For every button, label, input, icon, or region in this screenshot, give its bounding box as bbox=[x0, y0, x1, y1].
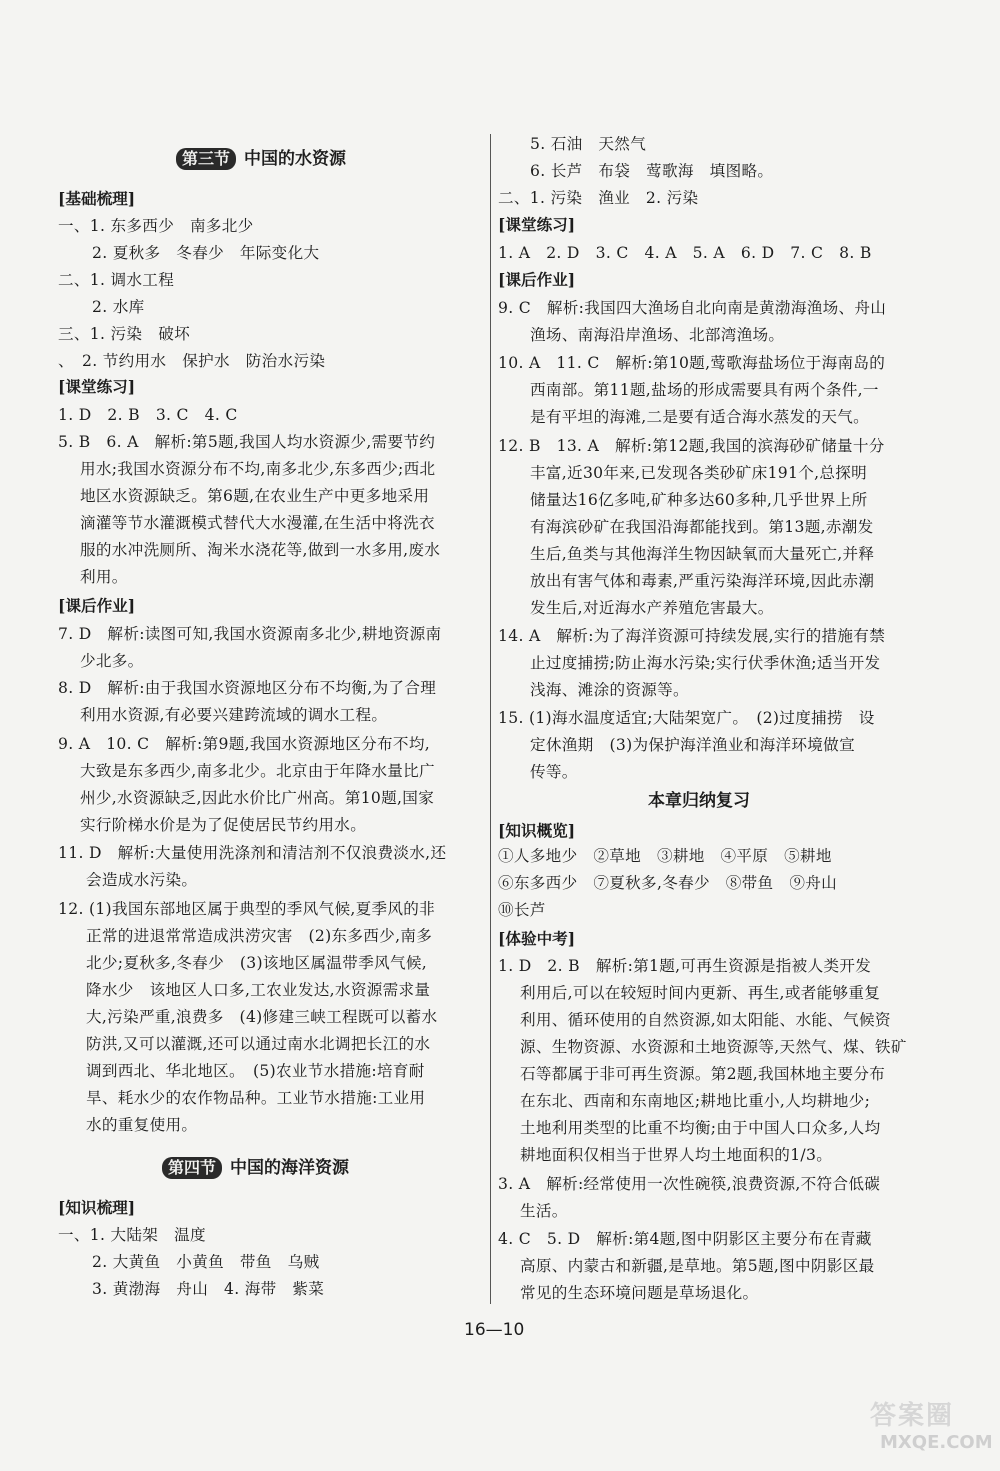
after-line: 10. A 11. C 解析:第10题,莺歌海盐场位于海南岛的 bbox=[498, 354, 886, 372]
section-title-4 bbox=[162, 1155, 349, 1181]
after-line: 传等。 bbox=[530, 763, 578, 781]
after-line: 生后,鱼类与其他海洋生物因缺氧而大量死亡,并释 bbox=[530, 545, 875, 563]
basic-line: 三、1. 污染 破坏 bbox=[58, 325, 190, 343]
after-line: 浅海、滩涂的资源等。 bbox=[530, 681, 689, 699]
exam-line: 4. C 5. D 解析:第4题,图中阴影区主要分布在青藏 bbox=[498, 1230, 872, 1248]
top-line: 二、1. 污染 渔业 2. 污染 bbox=[498, 189, 699, 207]
after-line: 止过度捕捞;防止海水污染;实行伏季休渔;适当开发 bbox=[530, 654, 881, 672]
basic-line: 2. 水库 bbox=[92, 298, 145, 316]
after-line: 利用水资源,有必要兴建跨流域的调水工程。 bbox=[80, 706, 388, 724]
tag-knowledge: [知识梳理] bbox=[58, 1198, 136, 1217]
section-badge: 第四节 bbox=[162, 1157, 222, 1179]
basic-line: 、 2. 节约用水 保护水 防治水污染 bbox=[58, 352, 326, 370]
after-line: 丰富,近30年来,已发现各类砂矿床191个,总探明 bbox=[530, 464, 868, 482]
after-line: 有海滨砂矿在我国沿海都能找到。第13题,赤潮发 bbox=[530, 518, 874, 536]
exam-line: 常见的生态环境问题是草场退化。 bbox=[520, 1284, 759, 1302]
top-line: 6. 长芦 布袋 莺歌海 填图略。 bbox=[530, 162, 774, 180]
section-title-text: 中国的水资源 bbox=[244, 149, 347, 169]
exam-line: 1. D 2. B 解析:第1题,可再生资源是指被人类开发 bbox=[498, 957, 872, 975]
tag-class: [课堂练习] bbox=[58, 377, 136, 396]
exam-line: 在东北、西南和东南地区;耕地比重小,人均耕地少; bbox=[520, 1092, 871, 1110]
after-line: 西南部。第11题,盐场的形成需要具有两个条件,一 bbox=[530, 381, 879, 399]
class-line: 利用。 bbox=[80, 568, 128, 586]
after-line: 15. (1)海水温度适宜;大陆架宽广。 (2)过度捕捞 设 bbox=[498, 709, 875, 727]
exam-line: 利用后,可以在较短时间内更新、再生,或者能够重复 bbox=[520, 984, 881, 1002]
after-line: 大致是东多西少,南多北少。北京由于年降水量比广 bbox=[80, 762, 435, 780]
after-line: 放出有害气体和毒素,严重污染海洋环境,因此赤潮 bbox=[530, 572, 875, 590]
after-line: 降水少 该地区人口多,工农业发达,水资源需求量 bbox=[86, 981, 431, 999]
watermark-url: MXQE.COM bbox=[880, 1432, 993, 1453]
after-line: 会造成水污染。 bbox=[86, 871, 198, 889]
knowledge-line: 3. 黄渤海 舟山 4. 海带 紫菜 bbox=[92, 1280, 325, 1298]
class-line: 地区水资源缺乏。第6题,在农业生产中更多地采用 bbox=[80, 487, 430, 505]
after-line: 实行阶梯水价是为了促使居民节约用水。 bbox=[80, 816, 367, 834]
after-line: 大,污染严重,浪费多 (4)修建三峡工程既可以蓄水 bbox=[86, 1008, 438, 1026]
exam-line: 生活。 bbox=[520, 1202, 568, 1220]
overview-line: ①人多地少 ②草地 ③耕地 ④平原 ⑤耕地 bbox=[498, 847, 832, 865]
after-line: 7. D 解析:读图可知,我国水资源南多北少,耕地资源南 bbox=[58, 625, 442, 643]
exam-line: 耕地面积仅相当于世界人均土地面积的1/3。 bbox=[520, 1146, 833, 1164]
after-line: 北少;夏秋多,冬春少 (3)该地区属温带季风气候, bbox=[86, 954, 428, 972]
after-line: 9. C 解析:我国四大渔场自北向南是黄渤海渔场、舟山 bbox=[498, 299, 887, 317]
after-line: 是有平坦的海滩,二是要有适合海水蒸发的天气。 bbox=[530, 408, 870, 426]
exam-line: 土地利用类型的比重不均衡;由于中国人口众多,人均 bbox=[520, 1119, 881, 1137]
knowledge-line: 2. 大黄鱼 小黄鱼 带鱼 乌贼 bbox=[92, 1253, 320, 1271]
exam-line: 利用、循环使用的自然资源,如太阳能、水能、气候资 bbox=[520, 1011, 891, 1029]
after-line: 11. D 解析:大量使用洗涤剂和清洁剂不仅浪费淡水,还 bbox=[58, 844, 447, 862]
exam-line: 源、生物资源、水资源和土地资源等,天然气、煤、铁矿 bbox=[520, 1038, 907, 1056]
after-line: 8. D 解析:由于我国水资源地区分布不均衡,为了合理 bbox=[58, 679, 437, 697]
class-line: 滴灌等节水灌溉模式替代大水漫灌,在生活中将洗衣 bbox=[80, 514, 435, 532]
tag-after: [课后作业] bbox=[498, 270, 576, 289]
tag-class: [课堂练习] bbox=[498, 215, 576, 234]
section-title-3 bbox=[176, 146, 346, 172]
section-badge: 第三节 bbox=[176, 148, 236, 170]
review-title: 本章归纳复习 bbox=[648, 791, 750, 811]
after-line: 防洪,又可以灌溉,还可以通过南水北调把长江的水 bbox=[86, 1035, 431, 1053]
column-divider bbox=[490, 134, 491, 1304]
basic-line: 二、1. 调水工程 bbox=[58, 271, 175, 289]
class-line: 1. D 2. B 3. C 4. C bbox=[58, 406, 238, 424]
after-line: 发生后,对近海水产养殖危害最大。 bbox=[530, 599, 774, 617]
tag-after: [课后作业] bbox=[58, 596, 136, 615]
class-line: 5. B 6. A 解析:第5题,我国人均水资源少,需要节约 bbox=[58, 433, 436, 451]
after-line: 储量达16亿多吨,矿种多达60多种,几乎世界上所 bbox=[530, 491, 868, 509]
exam-line: 高原、内蒙古和新疆,是草地。第5题,图中阴影区最 bbox=[520, 1257, 875, 1275]
overview-line: ⑩长芦 bbox=[498, 901, 546, 919]
after-line: 调到西北、华北地区。 (5)农业节水措施:培育耐 bbox=[86, 1062, 425, 1080]
class-line: 1. A 2. D 3. C 4. A 5. A 6. D 7. C 8. B bbox=[498, 244, 872, 262]
basic-line: 2. 夏秋多 冬春少 年际变化大 bbox=[92, 244, 320, 262]
tag-basic: [基础梳理] bbox=[58, 189, 136, 208]
after-line: 14. A 解析:为了海洋资源可持续发展,实行的措施有禁 bbox=[498, 627, 886, 645]
overview-line: ⑥东多西少 ⑦夏秋多,冬春少 ⑧带鱼 ⑨舟山 bbox=[498, 874, 838, 892]
exam-line: 石等都属于非可再生资源。第2题,我国林地主要分布 bbox=[520, 1065, 886, 1083]
class-line: 服的水冲洗厕所、淘米水浇花等,做到一水多用,废水 bbox=[80, 541, 441, 559]
after-line: 少北多。 bbox=[80, 652, 144, 670]
after-line: 州少,水资源缺乏,因此水价比广州高。第10题,国家 bbox=[80, 789, 435, 807]
after-line: 正常的进退常常造成洪涝灾害 (2)东多西少,南多 bbox=[86, 927, 433, 945]
section-title-text: 中国的海洋资源 bbox=[230, 1158, 350, 1178]
exam-line: 3. A 解析:经常使用一次性碗筷,浪费资源,不符合低碳 bbox=[498, 1175, 881, 1193]
tag-exam: [体验中考] bbox=[498, 929, 576, 948]
class-line: 用水;我国水资源分布不均,南多北少,东多西少;西北 bbox=[80, 460, 436, 478]
after-line: 水的重复使用。 bbox=[86, 1116, 198, 1134]
after-line: 渔场、南海沿岸渔场、北部湾渔场。 bbox=[530, 326, 785, 344]
after-line: 12. (1)我国东部地区属于典型的季风气候,夏季风的非 bbox=[58, 900, 436, 918]
basic-line: 一、1. 东多西少 南多北少 bbox=[58, 217, 254, 235]
watermark-logo: 答案圈 bbox=[870, 1401, 955, 1431]
knowledge-line: 一、1. 大陆架 温度 bbox=[58, 1226, 206, 1244]
after-line: 定休渔期 (3)为保护海洋渔业和海洋环境做宣 bbox=[530, 736, 855, 754]
after-line: 旱、耗水少的农作物品种。工业节水措施:工业用 bbox=[86, 1089, 426, 1107]
tag-overview: [知识概览] bbox=[498, 821, 576, 840]
page-number: 16—10 bbox=[464, 1320, 525, 1340]
after-line: 12. B 13. A 解析:第12题,我国的滨海砂矿储量十分 bbox=[498, 437, 885, 455]
after-line: 9. A 10. C 解析:第9题,我国水资源地区分布不均, bbox=[58, 735, 430, 753]
top-line: 5. 石油 天然气 bbox=[530, 135, 647, 153]
